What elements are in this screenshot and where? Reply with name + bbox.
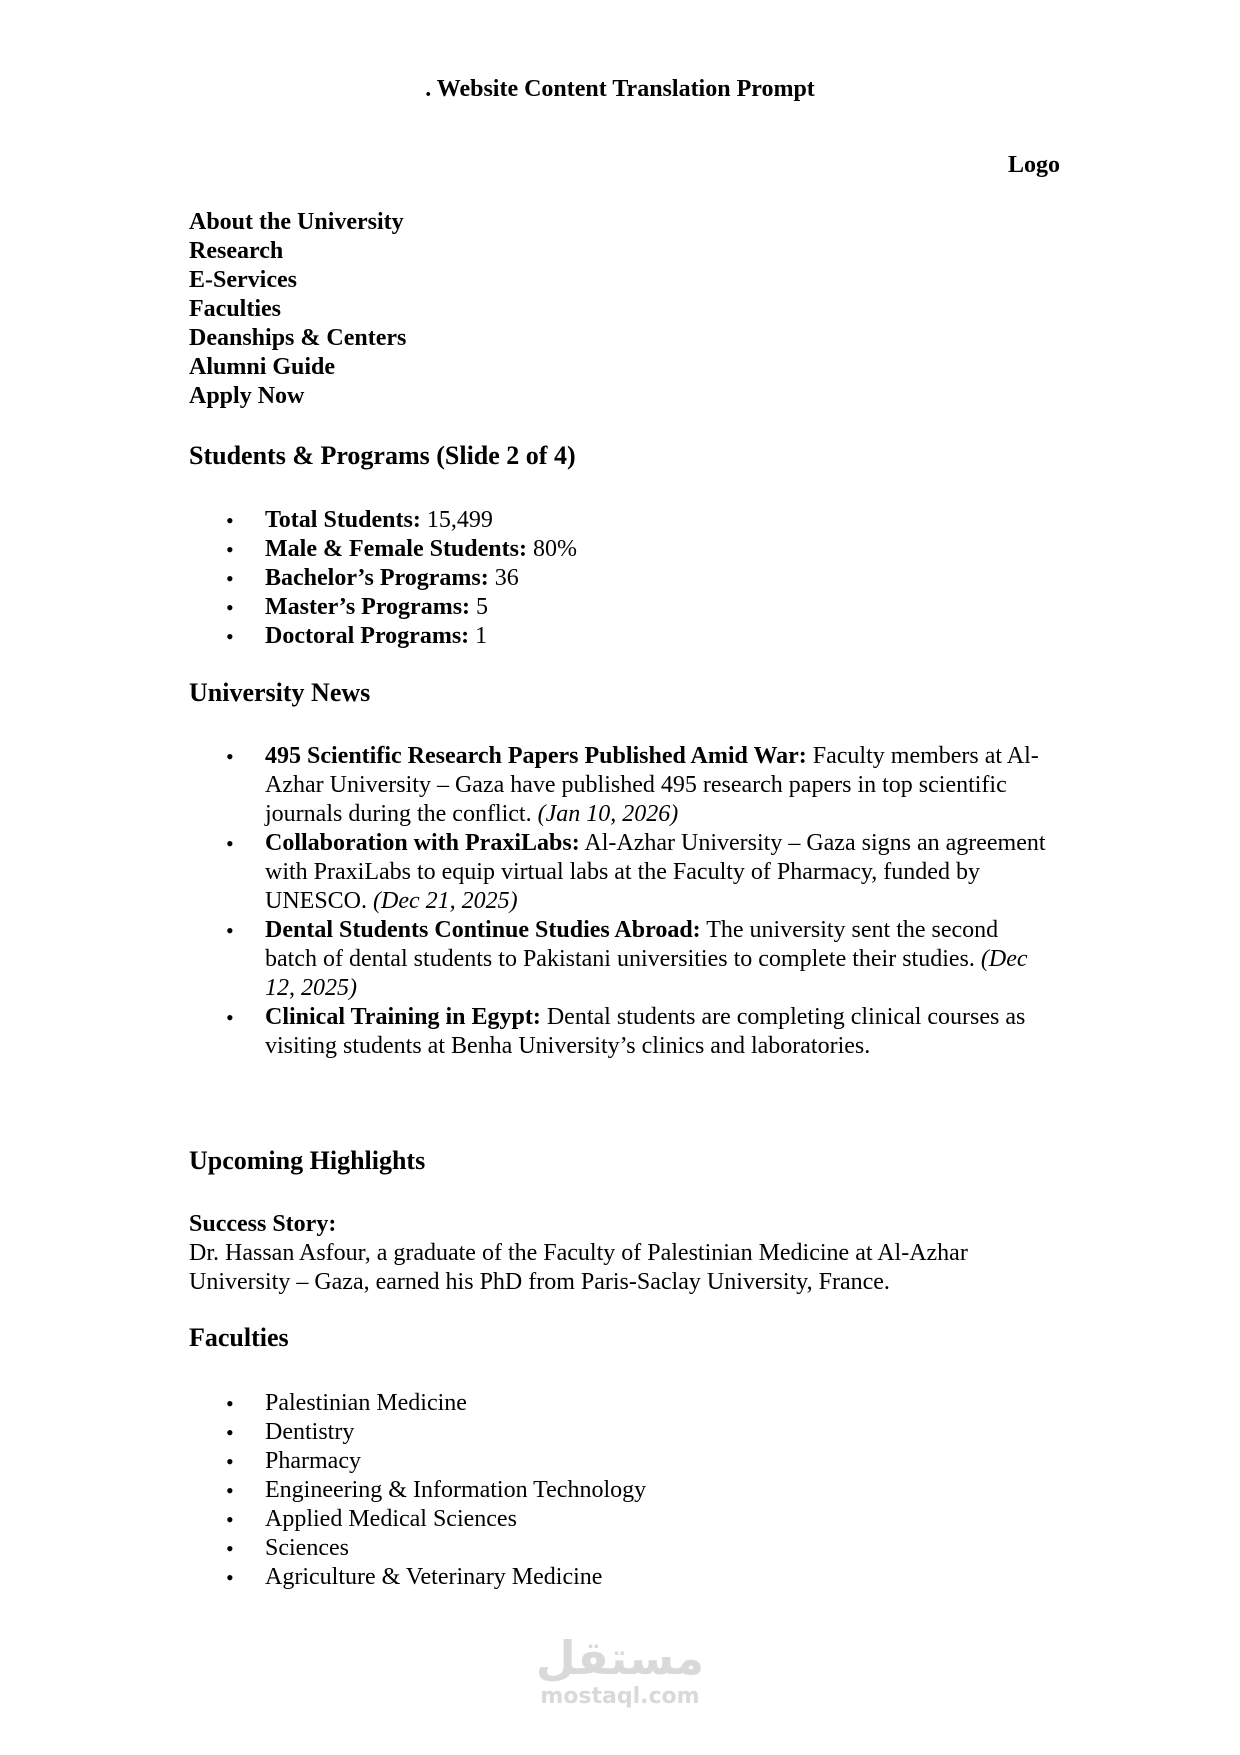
watermark-latin: mostaql.com xyxy=(540,1684,700,1709)
success-story-label: Success Story: xyxy=(189,1211,337,1237)
university-news-heading: University News xyxy=(189,678,371,707)
nav-item-about[interactable]: About the University xyxy=(189,209,404,235)
faculties-list xyxy=(189,1389,1055,1592)
news-body: Al-Azhar University – Gaza signs an agreement with PraxiLabs to equip virtual labs at the Faculty of Pharmacy, funded by UNESCO. xyxy=(265,830,1046,914)
stat-label: Male & Female Students: xyxy=(265,536,527,562)
page-title: . Website Content Translation Prompt xyxy=(425,76,815,102)
nav-item-alumni-guide[interactable]: Alumni Guide xyxy=(189,354,336,380)
news-list xyxy=(189,742,1055,1061)
news-item xyxy=(189,1003,1055,1061)
logo: Logo xyxy=(1007,152,1060,178)
stat-label: Total Students: xyxy=(265,507,421,533)
news-title: Dental Students Continue Studies Abroad: xyxy=(265,917,701,943)
nav-item-research[interactable]: Research xyxy=(189,238,284,264)
success-story-text: Dr. Hassan Asfour, a graduate of the Faculty of Palestinian Medicine at Al-Azhar University – Gaza, earned his PhD from Paris-Saclay University, France. xyxy=(189,1240,968,1295)
news-item xyxy=(189,742,1055,829)
nav-item-e-services[interactable]: E-Services xyxy=(189,267,297,293)
stat-total-students xyxy=(189,506,1055,535)
news-body: The university sent the second batch of dental students to Pakistani universities to complete their studies. xyxy=(265,917,999,972)
news-body: Faculty members at Al-Azhar University – Gaza have published 495 research papers in top scientific journals during the conflict. xyxy=(265,743,1039,827)
news-title: Collaboration with PraxiLabs: xyxy=(265,830,580,856)
stat-label: Doctoral Programs: xyxy=(265,623,470,649)
upcoming-highlights-heading: Upcoming Highlights xyxy=(189,1146,426,1175)
nav-item-deanships-centers[interactable]: Deanships & Centers xyxy=(189,325,407,351)
student-stats-list xyxy=(189,506,1055,651)
faculty-item: • Engineering & Information Technology xyxy=(189,1476,1055,1505)
stat-value: 1 xyxy=(475,623,488,649)
main-navigation xyxy=(189,208,406,411)
nav-item-apply-now[interactable]: Apply Now xyxy=(189,383,305,409)
watermark-arabic: مستقل xyxy=(535,1631,705,1685)
nav-item-faculties[interactable]: Faculties xyxy=(189,296,281,322)
news-date: (Jan 10, 2026) xyxy=(537,801,679,827)
students-programs-heading: Students & Programs (Slide 2 of 4) xyxy=(189,441,576,470)
faculty-item: • Palestinian Medicine xyxy=(189,1389,1055,1418)
faculty-item: • Agriculture & Veterinary Medicine xyxy=(189,1563,1055,1592)
faculty-item: • Pharmacy xyxy=(189,1447,1055,1476)
news-body: Dental students are completing clinical courses as visiting students at Benha University’s clinics and laboratories. xyxy=(265,1004,1026,1059)
stat-value: 5 xyxy=(476,594,489,620)
stat-master-programs xyxy=(189,593,1055,622)
news-date: (Dec 12, 2025) xyxy=(265,946,1028,1001)
faculty-item: • Applied Medical Sciences xyxy=(189,1505,1055,1534)
faculty-item: • Dentistry xyxy=(189,1418,1055,1447)
stat-label: Bachelor’s Programs: xyxy=(265,565,489,591)
stat-value: 15,499 xyxy=(426,507,493,533)
news-title: 495 Scientific Research Papers Published Amid War: xyxy=(265,743,807,769)
stat-male-female-students xyxy=(189,535,1055,564)
faculties-heading: Faculties xyxy=(189,1323,289,1352)
stat-value: 80% xyxy=(532,536,577,562)
stat-label: Master’s Programs: xyxy=(265,594,471,620)
stat-value: 36 xyxy=(494,565,519,591)
mostaql-watermark xyxy=(535,1632,705,1710)
news-title: Clinical Training in Egypt: xyxy=(265,1004,541,1030)
news-date: (Dec 21, 2025) xyxy=(373,888,518,914)
faculty-item: • Sciences xyxy=(189,1534,1055,1563)
news-item xyxy=(189,829,1055,916)
news-item xyxy=(189,916,1055,1003)
stat-bachelor-programs xyxy=(189,564,1055,593)
stat-doctoral-programs xyxy=(189,622,1055,651)
